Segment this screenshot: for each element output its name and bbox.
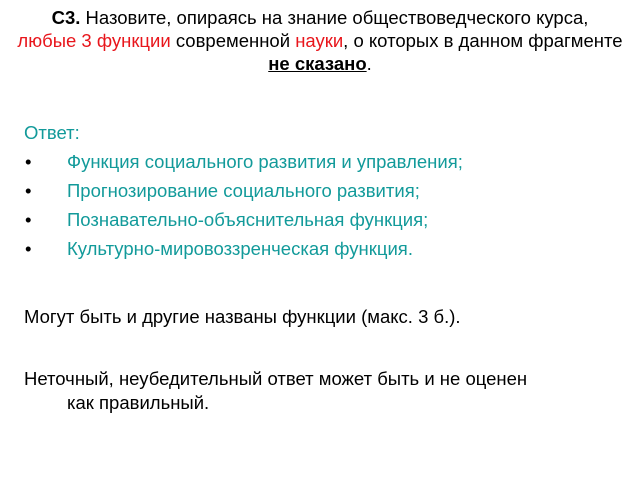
answer-item-text: Прогнозирование социального развития; [67,180,420,201]
bullet-icon: • [25,209,32,230]
question-highlight-functions: любые 3 функции [17,30,171,51]
note-text: Могут быть и другие названы функции (макс. 3 б.). [24,306,461,327]
answer-item-text: Культурно-мировоззренческая функция. [67,238,413,259]
question-end: . [366,53,372,74]
question-number: С3. [51,7,81,28]
answer-item [24,150,463,179]
warning-line-2: как правильный. [67,392,210,413]
question-text [8,6,632,75]
answer-item-text: Познавательно-объяснительная функция; [67,209,429,230]
answer-item [24,179,463,208]
answer-item [24,208,463,237]
question-underlined: не сказано [268,53,367,74]
question-part-1: Назовите, опираясь на знание обществоведческого курса, [80,7,589,28]
question-part-2: современной [170,30,296,51]
bullet-icon: • [25,180,32,201]
answer-label: Ответ: [24,122,80,143]
answer-item [24,237,463,266]
warning-text [24,367,624,415]
answer-item-text: Функция социального развития и управления; [67,151,463,172]
warning-line-1: Неточный, неубедительный ответ может быть и не оценен [24,368,528,389]
answer-list [24,150,463,266]
question-highlight-science: науки [295,30,344,51]
bullet-icon: • [25,238,32,259]
question-part-3: , о которых в данном фрагменте [343,30,623,51]
bullet-icon: • [25,151,32,172]
